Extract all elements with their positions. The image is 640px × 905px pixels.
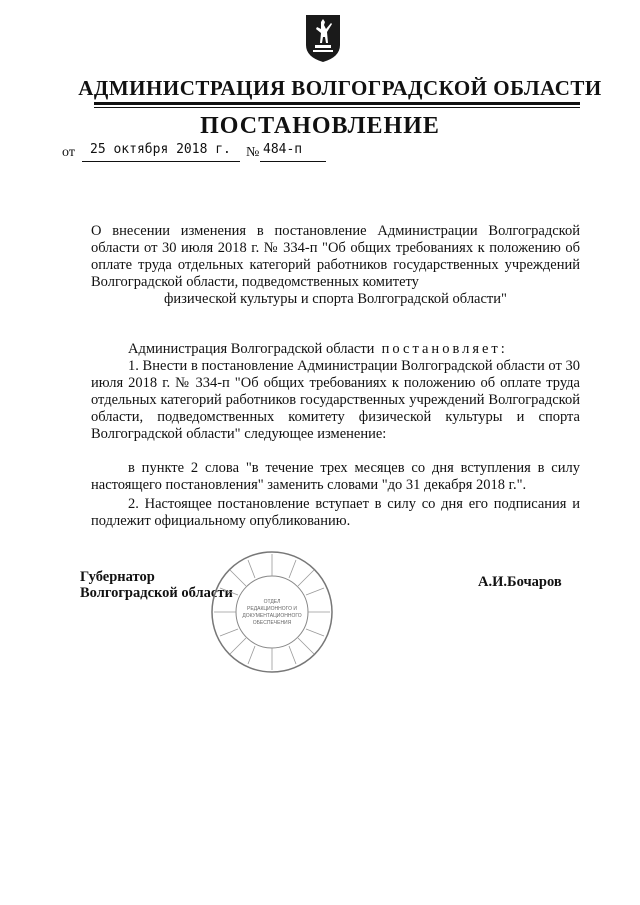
subject-text: О внесении изменения в постановление Администрации Волгоградской области от 30 июля 2018 г. № 334-п "Об общих требованиях к положению об оплате труда отдельных категорий работников государственных учреждений Волгоградской области, подведомственных комитету xyxy=(91,223,580,290)
item-1: 1. Внести в постановление Администрации Волгоградской области от 30 июля 2018 г. № 334-п "Об общих требованиях к положению об оплате труда отдельных категорий работников государственных учреждений Волгоградской области, подведомственных комитету физической культуры и спорта Волгоградской области" следующее изменение: xyxy=(91,358,580,442)
header-rule-thick xyxy=(94,102,580,105)
stamp-line-3: ДОКУМЕНТАЦИОННОГО xyxy=(242,613,302,619)
signatory-position-line1: Губернатор xyxy=(80,569,155,585)
stamp-line-2: РЕДАКЦИОННОГО И xyxy=(247,606,297,612)
document-type-title: ПОСТАНОВЛЕНИЕ xyxy=(200,113,440,139)
number-label: № xyxy=(246,145,260,160)
volgograd-emblem-icon xyxy=(304,13,342,63)
preamble-action: постановляет: xyxy=(381,341,508,357)
document-subject xyxy=(91,223,580,308)
stamp-line-1: ОТДЕЛ xyxy=(263,599,281,605)
preamble xyxy=(91,341,580,358)
number-underline xyxy=(260,161,326,162)
official-stamp xyxy=(208,548,336,676)
organization-title: АДМИНИСТРАЦИЯ ВОЛГОГРАДСКОЙ ОБЛАСТИ xyxy=(78,76,602,100)
subject-last-line: физической культуры и спорта Волгоградской области" xyxy=(164,291,507,307)
signatory-position-line2: Волгоградской области xyxy=(80,585,233,601)
stamp-line-4: ОБЕСПЕЧЕНИЯ xyxy=(252,620,292,626)
header-rule-thin xyxy=(94,107,580,108)
preamble-lead: Администрация Волгоградской области xyxy=(128,341,375,357)
item-1-change: в пункте 2 слова "в течение трех месяцев со дня вступления в силу настоящего постановления" заменить словами "до 31 декабря 2018 г.". xyxy=(91,460,580,493)
number-value: 484-п xyxy=(263,142,303,157)
date-label: от xyxy=(62,145,75,160)
date-value: 25 октября 2018 г. xyxy=(90,142,231,157)
item-2: 2. Настоящее постановление вступает в силу со дня его подписания и подлежит официальному опубликованию. xyxy=(91,496,580,529)
date-underline xyxy=(82,161,240,162)
signatory-name: А.И.Бочаров xyxy=(478,574,562,590)
